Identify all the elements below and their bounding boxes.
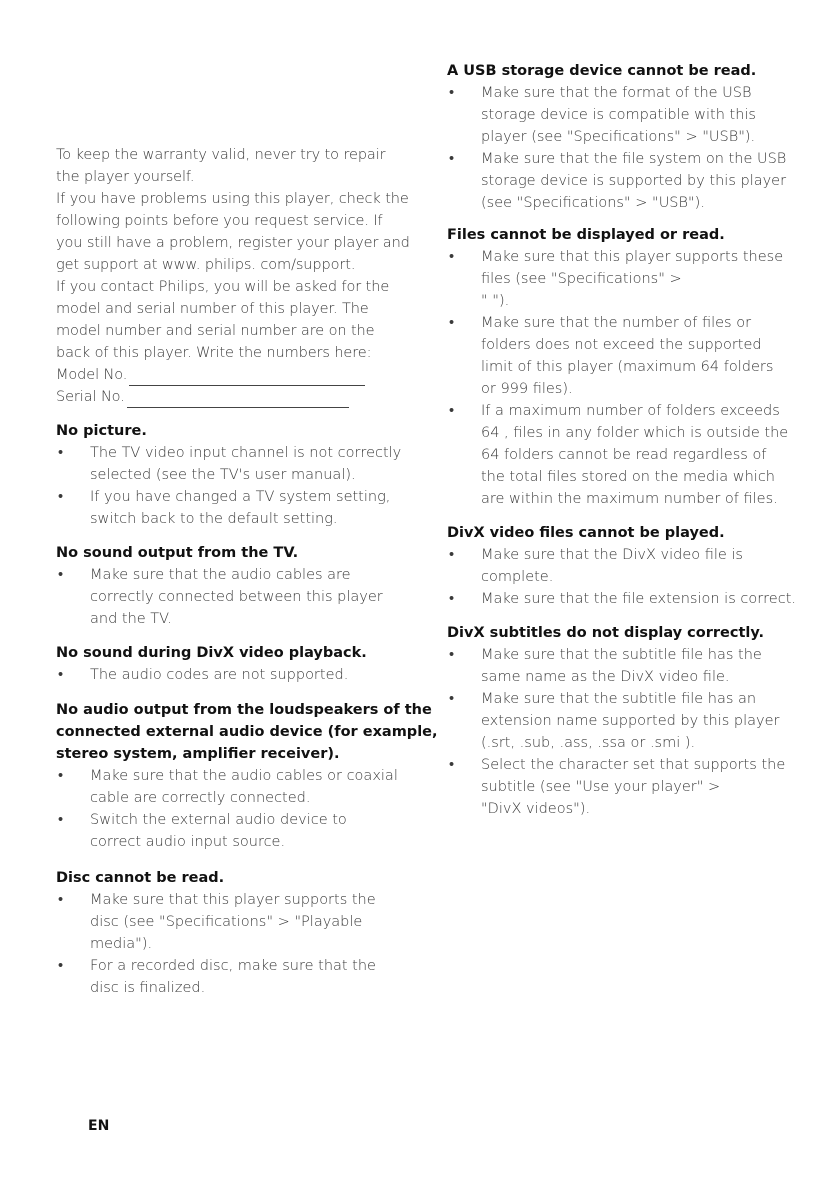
- section-heading: [56, 642, 406, 664]
- section-heading: [447, 622, 802, 644]
- heading-line: DivX subtitles do not display correctly.: [447, 625, 764, 641]
- bullet-line: and the TV.: [90, 611, 172, 627]
- bullet-line: limit of this player (maximum 64 folders: [481, 359, 774, 375]
- section-heading: [447, 60, 802, 82]
- bullet-line: storage device is compatible with this: [481, 107, 756, 123]
- bullet-line: media").: [90, 936, 153, 952]
- bullet-mark: •: [58, 768, 64, 784]
- bullet-line: the total files stored on the media which: [481, 469, 775, 485]
- bullet-mark: •: [449, 591, 455, 607]
- serial-number-row: [56, 386, 406, 408]
- bullet-line: Make sure that the subtitle file has an: [481, 691, 757, 707]
- bullet-text: [481, 588, 796, 610]
- bullet-line: Make sure that the subtitle file has the: [481, 647, 762, 663]
- model-number-blank: [129, 371, 365, 386]
- heading-line: connected external audio device (for example,: [56, 724, 438, 740]
- bullet-mark: •: [58, 812, 64, 828]
- bullet-line: "DivX videos").: [481, 801, 591, 817]
- heading-line: Disc cannot be read.: [56, 870, 225, 886]
- bullet-line: player (see "Specifications" > "USB").: [481, 129, 756, 145]
- bullet-mark: •: [58, 489, 64, 505]
- heading-line: stereo system, amplifier receiver).: [56, 746, 340, 762]
- section-heading: [447, 522, 802, 544]
- model-number-row: [56, 364, 406, 386]
- bullet-text: [481, 312, 773, 400]
- bullet-text: [481, 148, 786, 214]
- intro-line: back of this player. Write the numbers here:: [56, 345, 372, 361]
- bullet-line: correctly connected between this player: [90, 589, 383, 605]
- bullet-line: cable are correctly connected.: [90, 790, 311, 806]
- bullet-line: same name as the DivX video file.: [481, 669, 730, 685]
- bullet-mark: •: [58, 892, 64, 908]
- bullet-mark: •: [449, 249, 455, 265]
- bullet-text: [481, 754, 785, 820]
- bullet-mark: •: [449, 757, 455, 773]
- bullet-line: selected (see the TV's user manual).: [90, 467, 356, 483]
- bullet-line: For a recorded disc, make sure that the: [90, 958, 376, 974]
- heading-line: Files cannot be displayed or read.: [447, 227, 725, 243]
- language-code: EN: [88, 1118, 110, 1134]
- heading-line: No picture.: [56, 423, 147, 439]
- bullet-line: The audio codes are not supported.: [90, 667, 349, 683]
- bullet-line: disc (see "Specifications" > "Playable: [90, 914, 363, 930]
- bullet-text: [90, 955, 376, 999]
- bullet-text: [481, 82, 756, 148]
- bullet-text: [481, 644, 762, 688]
- heading-line: DivX video files cannot be played.: [447, 525, 725, 541]
- bullet-text: [90, 664, 348, 686]
- bullet-line: folders does not exceed the supported: [481, 337, 762, 353]
- bullet-line: Switch the external audio device to: [90, 812, 347, 828]
- bullet-text: [481, 688, 779, 754]
- bullet-text: [90, 486, 390, 530]
- model-number-label: Model No.: [56, 367, 128, 383]
- bullet-text: [481, 246, 783, 312]
- intro-line: If you have problems using this player, check the: [56, 191, 409, 207]
- bullet-mark: •: [449, 85, 455, 101]
- bullet-line: Make sure that the file extension is correct.: [481, 591, 796, 607]
- bullet-line: Make sure that the audio cables are: [90, 567, 351, 583]
- bullet-mark: •: [449, 691, 455, 707]
- serial-number-label: Serial No.: [56, 389, 125, 405]
- bullet-mark: •: [58, 445, 64, 461]
- bullet-line: Make sure that the number of files or: [481, 315, 752, 331]
- bullet-line: or 999 files).: [481, 381, 573, 397]
- bullet-line: The TV video input channel is not correctly: [90, 445, 402, 461]
- heading-line: No sound output from the TV.: [56, 545, 299, 561]
- bullet-line: switch back to the default setting.: [90, 511, 338, 527]
- model-number-line: [56, 364, 406, 386]
- bullet-line: Make sure that the format of the USB: [481, 85, 752, 101]
- bullet-line: subtitle (see "Use your player" >: [481, 779, 721, 795]
- bullet-line: disc is finalized.: [90, 980, 206, 996]
- bullet-text: [90, 564, 383, 630]
- intro-line: If you contact Philips, you will be asked for the: [56, 279, 390, 295]
- bullet-line: 64 folders cannot be read regardless of: [481, 447, 767, 463]
- bullet-text: [481, 544, 743, 588]
- bullet-text: [90, 442, 401, 486]
- bullet-line: If you have changed a TV system setting,: [90, 489, 391, 505]
- heading-line: No sound during DivX video playback.: [56, 645, 367, 661]
- intro-line: get support at www. philips. com/support.: [56, 257, 356, 273]
- intro-line: model number and serial number are on the: [56, 323, 375, 339]
- bullet-mark: •: [449, 403, 455, 419]
- bullet-line: are within the maximum number of files.: [481, 491, 778, 507]
- intro-line: model and serial number of this player. The: [56, 301, 369, 317]
- bullet-line: extension name supported by this player: [481, 713, 780, 729]
- bullet-line: Make sure that this player supports these: [481, 249, 784, 265]
- bullet-line: correct audio input source.: [90, 834, 286, 850]
- bullet-mark: •: [449, 547, 455, 563]
- bullet-mark: •: [449, 647, 455, 663]
- bullet-line: Make sure that the file system on the USB: [481, 151, 787, 167]
- bullet-line: complete.: [481, 569, 554, 585]
- intro-line: the player yourself.: [56, 169, 195, 185]
- intro-line: To keep the warranty valid, never try to repair: [56, 147, 386, 163]
- intro-line: following points before you request service. If: [56, 213, 383, 229]
- bullet-line: " ").: [481, 293, 510, 309]
- bullet-mark: •: [58, 667, 64, 683]
- bullet-line: Select the character set that supports the: [481, 757, 786, 773]
- bullet-line: Make sure that this player supports the: [90, 892, 376, 908]
- bullet-line: Make sure that the DivX video file is: [481, 547, 743, 563]
- intro-line: you still have a problem, register your player and: [56, 235, 410, 251]
- bullet-line: files (see "Specifications" >: [481, 271, 682, 287]
- bullet-mark: •: [449, 151, 455, 167]
- section-heading: [56, 420, 406, 442]
- section-heading: [56, 699, 438, 765]
- section-heading: [56, 542, 406, 564]
- bullet-line: (.srt, .sub, .ass, .ssa or .smi ).: [481, 735, 696, 751]
- bullet-text: [90, 809, 347, 853]
- serial-number-blank: [127, 393, 349, 408]
- heading-line: No audio output from the loudspeakers of the: [56, 702, 432, 718]
- bullet-text: [90, 765, 398, 809]
- section-heading: [56, 867, 406, 889]
- bullet-mark: •: [58, 567, 64, 583]
- bullet-text: [90, 889, 376, 955]
- heading-line: A USB storage device cannot be read.: [447, 63, 757, 79]
- bullet-line: Make sure that the audio cables or coaxial: [90, 768, 398, 784]
- intro-paragraph: [56, 144, 410, 364]
- bullet-line: 64 , files in any folder which is outside the: [481, 425, 789, 441]
- section-heading: [447, 224, 802, 246]
- bullet-line: (see "Specifications" > "USB").: [481, 195, 705, 211]
- bullet-line: If a maximum number of folders exceeds: [481, 403, 780, 419]
- bullet-mark: •: [449, 315, 455, 331]
- bullet-mark: •: [58, 958, 64, 974]
- serial-number-line: [56, 386, 406, 408]
- bullet-text: [481, 400, 788, 510]
- bullet-line: storage device is supported by this player: [481, 173, 787, 189]
